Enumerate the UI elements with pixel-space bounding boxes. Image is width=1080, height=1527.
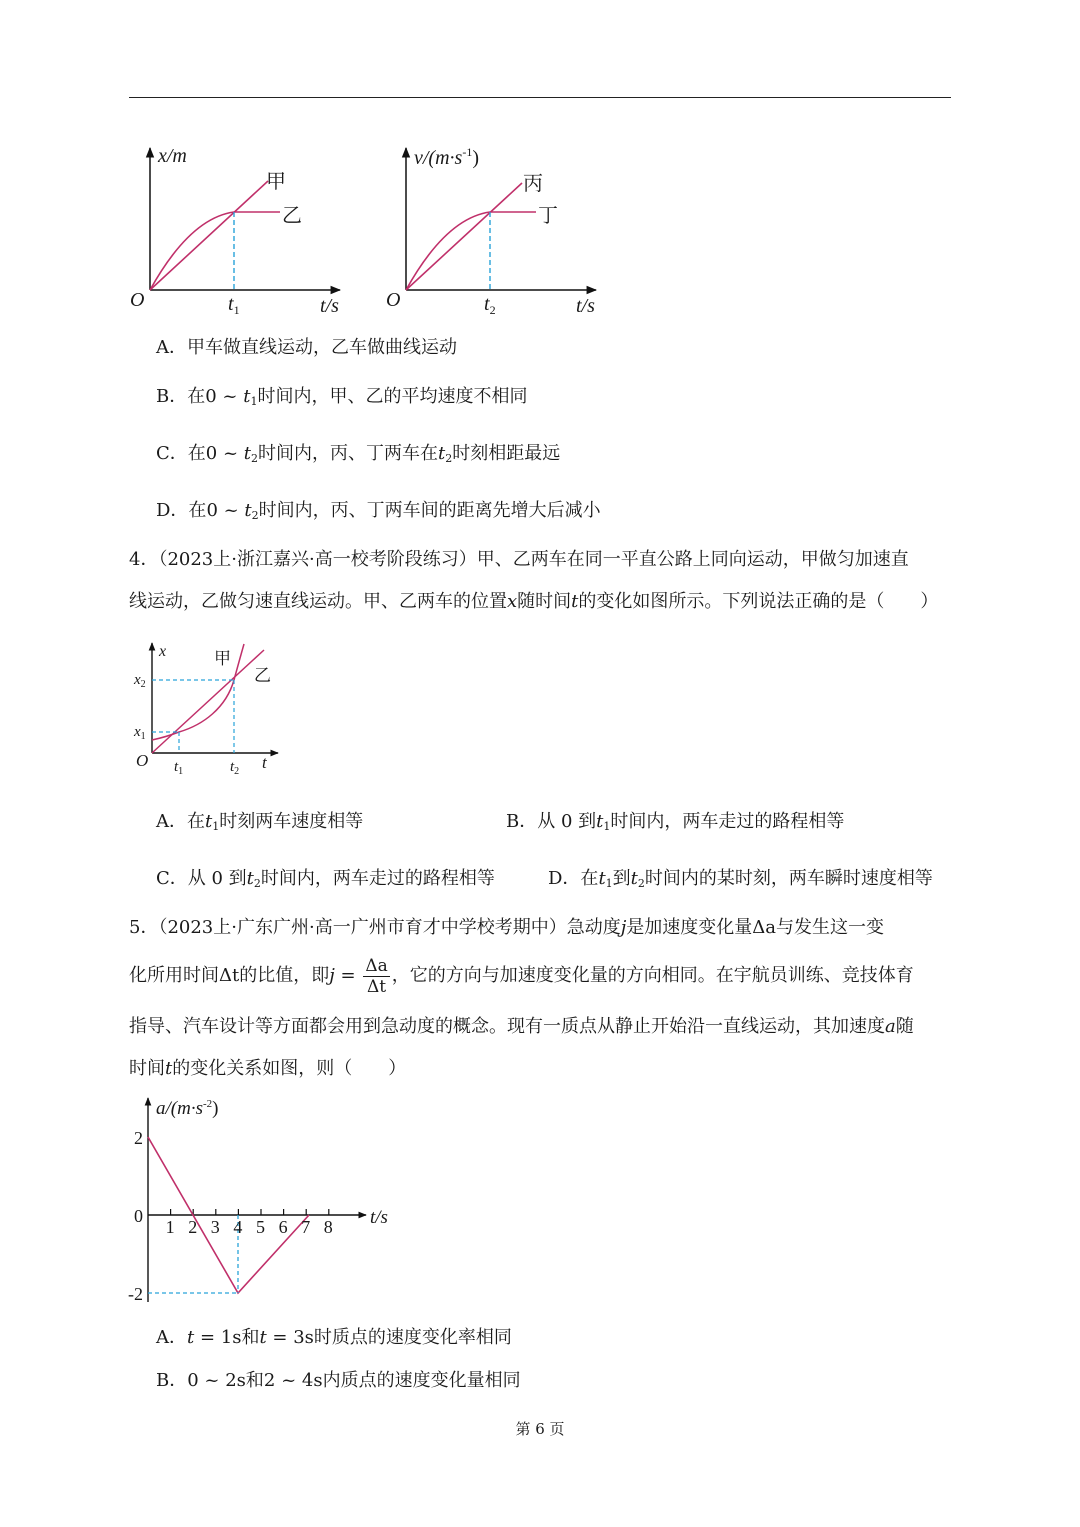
graph-xt: [130, 145, 340, 317]
label-ding: 丁: [538, 205, 558, 227]
q5-xtick-label-5: 5: [256, 1217, 265, 1237]
q3-option-a: A．甲车做直线运动，乙车做曲线运动: [156, 337, 457, 358]
header-rule: [129, 97, 951, 98]
xt-x-label: t/s: [320, 295, 339, 317]
q5-stem-line2: 化所用时间Δt的比值，即j = $\frac{\Delta a}{\Delta t}$ ，它的方向与加速度变化量的方向相同。在宇航员训练、竞技体育: [129, 955, 914, 997]
q5-y-label: $a/(m\cdot s^{-2})$: [156, 1098, 219, 1119]
q5-xtick-label-1: 1: [165, 1217, 175, 1237]
q5-option-b: B．0 ~ 2s和2 ~ 4s内质点的速度变化量相同: [156, 1370, 521, 1391]
label-yi: 乙: [282, 205, 302, 227]
vt-tick-t2: $t_2$: [484, 293, 496, 317]
q3-option-b: B．在0 ~ $t_1$时间内，甲、乙的平均速度不相同: [156, 386, 528, 408]
q5-xtick-label-8: 8: [323, 1217, 333, 1237]
xt-y-label: x/m: [158, 145, 187, 167]
svg-text:x/m: [157, 145, 187, 167]
q5-ytick-neg2: -2: [128, 1284, 143, 1304]
label-bing: 丙: [523, 173, 543, 195]
q4-option-c: C．从 0 到$t_2$时间内，两车走过的路程相等: [156, 868, 495, 890]
q4-stem-line2: 线运动，乙做匀速直线运动。甲、乙两车的位置x随时间t的变化如图所示。下列说法正确的是（ ）: [129, 591, 939, 612]
q4-x2-label: $x_2$: [134, 672, 146, 690]
q3-option-d: D．在0 ~ $t_2$时间内，丙、丁两车间的距离先增大后减小: [156, 500, 601, 522]
vt-x-label: t/s: [576, 295, 595, 317]
q5-xtick-label-4: 4: [233, 1217, 243, 1237]
graph-vt: [386, 145, 596, 317]
xt-origin: O: [130, 289, 145, 311]
xt-tick-t1: $t_1$: [228, 293, 240, 317]
q4-x1-label: $x_1$: [134, 724, 146, 742]
figure-q4-xt: [128, 638, 288, 783]
vt-y-label: $v/(m\cdot s^{-1})$: [414, 145, 479, 169]
q5-xtick-label-3: 3: [210, 1217, 220, 1237]
q4-y-label: x: [159, 643, 167, 660]
label-jia: 甲: [266, 171, 286, 193]
curve-jia: [150, 181, 268, 290]
q5-xtick-label-6: 6: [278, 1217, 288, 1237]
figure-xt-vt: [120, 138, 620, 323]
page-number: 第 6 页: [515, 1420, 565, 1438]
q5-ytick-2: 2: [134, 1128, 143, 1148]
curve-yi: [150, 212, 280, 290]
q4-stem-line1: 4．（2023上·浙江嘉兴·高一校考阶段练习）甲、乙两车在同一平直公路上同向运动，甲做匀加速直: [129, 549, 909, 570]
q5-stem-line4: 时间t的变化关系如图，则（ ）: [129, 1058, 407, 1079]
q5-stem-line1: 5．（2023上·广东广州·高一广州市育才中学校考期中）急动度j是加速度变化量Δa与发生这一变: [129, 917, 885, 938]
curve-bing: [406, 183, 522, 290]
q4-label-jia: 甲: [214, 649, 231, 668]
q4-label-yi: 乙: [254, 666, 271, 685]
q4-option-b: B．从 0 到$t_1$时间内，两车走过的路程相等: [506, 811, 845, 833]
vt-origin: O: [386, 289, 401, 311]
q4-x-label: t: [262, 753, 267, 772]
q5-xtick-label-2: 2: [188, 1217, 198, 1237]
q3-option-c: C．在0 ~ $t_2$时间内，丙、丁两车在$t_2$时刻相距最远: [156, 443, 561, 465]
jerk-fraction: $\frac{\Delta a}{\Delta t}$: [365, 955, 388, 997]
q5-ytick-0: 0: [134, 1206, 143, 1226]
q4-t1-label: $t_1$: [174, 759, 184, 777]
curve-ding: [406, 212, 536, 290]
q4-t2-label: $t_2$: [230, 759, 240, 777]
q5-xtick-label-7: 7: [301, 1217, 311, 1237]
q4-origin: O: [136, 751, 149, 770]
q4-option-d: D．在$t_1$到$t_2$时间内的某时刻，两车瞬时速度相等: [548, 868, 933, 890]
q5-option-a: A．t = 1s和t = 3s时质点的速度变化率相同: [156, 1327, 512, 1348]
curve-yi-linear: [152, 650, 264, 753]
figure-q5-at: [126, 1092, 406, 1307]
q5-x-label: t/s: [370, 1207, 388, 1228]
q4-option-a: A．在$t_1$时刻两车速度相等: [156, 811, 364, 833]
q5-stem-line3: 指导、汽车设计等方面都会用到急动度的概念。现有一质点从静止开始沿一直线运动，其加速度a随: [129, 1016, 914, 1037]
